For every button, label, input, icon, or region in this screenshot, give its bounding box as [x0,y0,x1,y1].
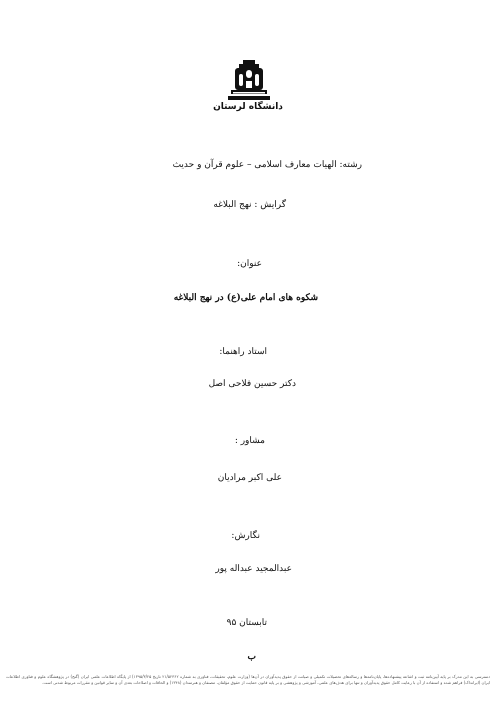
footer-note: دسترسی به این مدرک بر پایه آیین‌نامه ثبت و اشاعه پیشنهاده‌ها، پایان‌نامه‌ها و رساله‌های تحصیلات تکمیلی و صیانت از حقوق پدیدآوران در آن‌ها (وزارت علوم، تحقیقات، فناوری به شماره ۲۱/۵۲۳۶۲ تاریخ ۱۳۹۵/۳/۲۵) از پایگاه اطلاعات علمی ایران (گنج) در پژوهشگاه علوم و فناوری اطلاعات ایران (ایرانداک) فراهم شده و استفاده از آن با رعایت کامل حقوق پدیدآوران و تنها برای هدف‌های علمی، آموزشی و پژوهشی و بر پایه قانون حمایت از حقوق مؤلفان، مصنفان و هنرمندان (۱۳۴۸) و الحاقات و اصلاحات بعدی آن و سایر قوانین و مقررات مربوط شدنی است. [6,674,490,685]
supervisor-label: استاد راهنما: [219,347,267,357]
title-label: عنوان: [237,259,262,269]
field-of-study: رشته: الهیات معارف اسلامی – علوم قرآن و حدیث [172,160,362,170]
author-name: عبدالمجید عبداله پور [215,564,292,574]
author-label: نگارش: [231,531,260,541]
thesis-title: شکوه های امام علی(ع) در نهج البلاغه [173,293,318,303]
advisor-name: علی اکبر مرادیان [217,473,282,483]
supervisor-name: دکتر حسین فلاحی اصل [208,379,296,389]
university-logo [228,58,270,102]
advisor-label: مشاور : [234,436,265,446]
page-letter: ب [247,652,256,662]
orientation: گرایش : نهج البلاغه [213,200,286,210]
date: تابستان ۹۵ [226,618,267,628]
university-name: دانشگاه لرستان [213,102,283,112]
